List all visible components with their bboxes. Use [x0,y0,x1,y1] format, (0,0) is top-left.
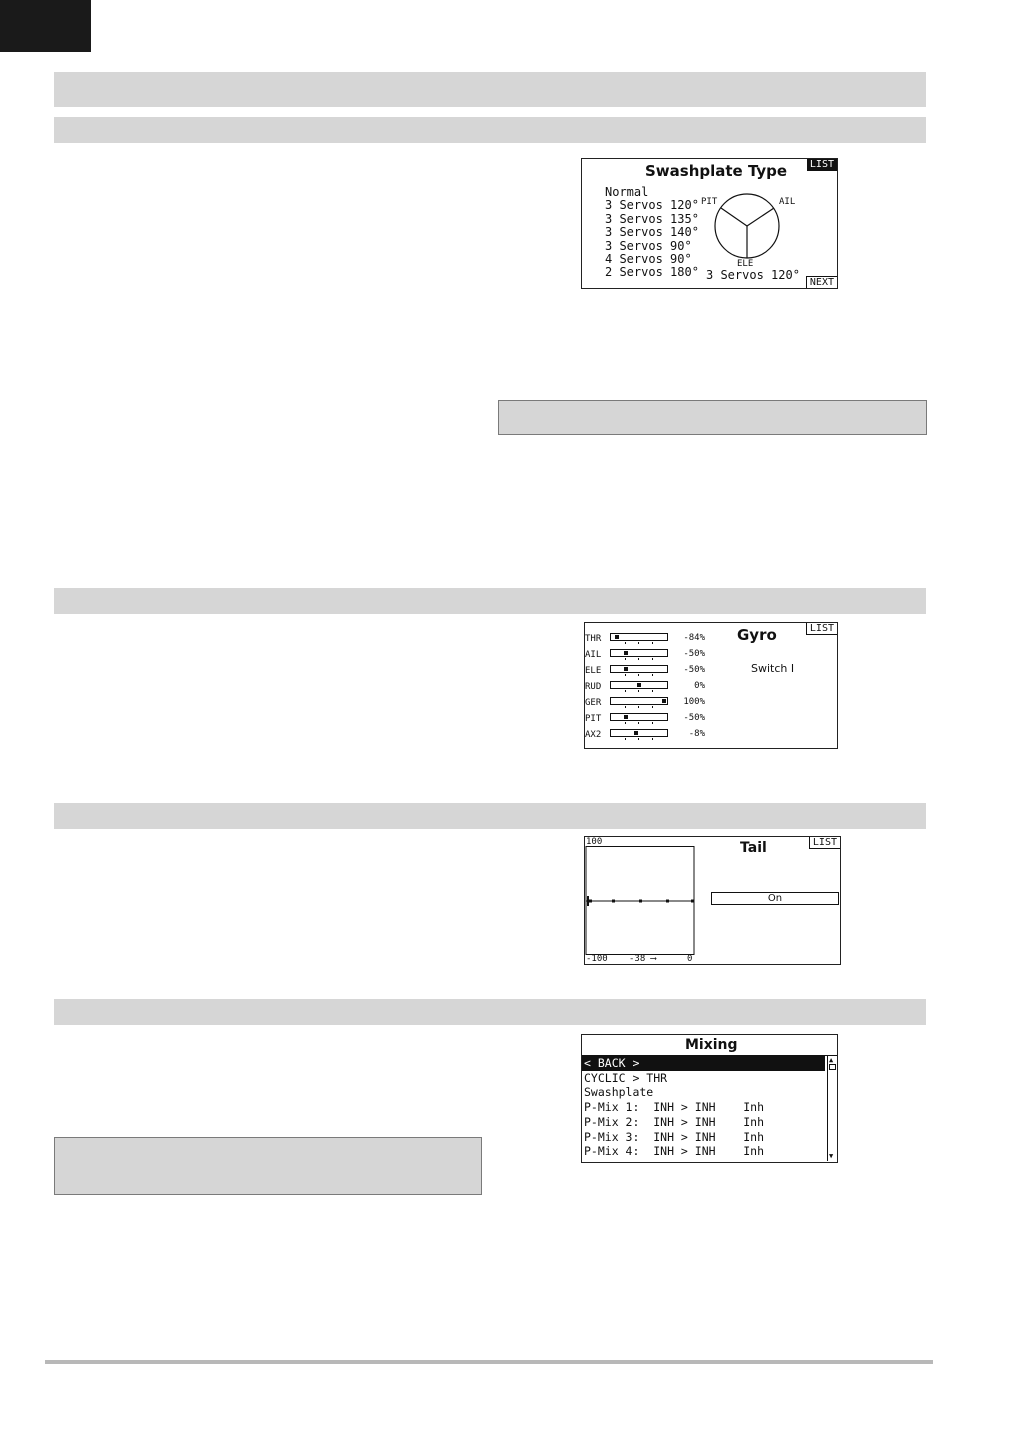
gyro-bar-indicator [634,731,638,735]
gyro-bar-tick [625,706,626,708]
list-button[interactable]: LIST [807,159,837,171]
note-box-swashplate [498,400,927,435]
ele-label: ELE [737,259,754,269]
gyro-channel-value: 100% [683,697,705,707]
gyro-channel-label: AX2 [585,730,602,740]
gyro-bar-tick [625,722,626,724]
section-bar-swashplate [54,117,926,143]
gyro-channel-row[interactable] [585,630,725,644]
section-bar-tail [54,803,926,829]
next-button[interactable]: NEXT [806,276,838,289]
swashplate-type-screen [581,158,838,289]
swashplate-option-list [605,186,699,280]
scroll-up-icon[interactable]: ▲ [829,1056,834,1064]
gyro-bar-tick [652,706,653,708]
mixing-list-item[interactable]: P-Mix 4: INH > INH Inh [584,1144,765,1159]
mixing-list-item[interactable]: P-Mix 1: INH > INH Inh [584,1100,765,1115]
page-corner-tab [0,0,91,52]
swashplate-option[interactable]: 3 Servos 120° [605,198,699,213]
gyro-bar-tick [652,674,653,676]
gyro-bar-indicator [624,667,628,671]
gyro-bar-indicator [624,715,628,719]
screen-title: Gyro [737,626,777,644]
swashplate-option[interactable]: 2 Servos 180° [605,265,699,280]
gyro-channel-list [585,630,725,745]
mixing-list-item[interactable]: P-Mix 3: INH > INH Inh [584,1129,765,1144]
mixing-list-item[interactable]: < BACK > [582,1056,825,1071]
gyro-bar-tick [638,690,639,692]
swashplate-diagram [712,191,782,261]
list-button[interactable]: LIST [806,622,838,635]
swashplate-option[interactable]: 4 Servos 90° [605,252,692,267]
gyro-channel-row[interactable] [585,710,725,724]
gyro-channel-row[interactable] [585,678,725,692]
gyro-channel-bar [610,729,668,737]
gyro-channel-value: -84% [683,633,705,643]
gyro-channel-label: AIL [585,650,602,660]
screen-title: Swashplate Type [645,162,788,180]
gyro-bar-tick [625,690,626,692]
tail-status-field[interactable]: On [711,892,839,905]
gyro-bar-tick [638,738,639,740]
gyro-bar-indicator [662,699,666,703]
gyro-bar-tick [625,674,626,676]
gyro-bar-tick [652,738,653,740]
gyro-channel-label: GER [585,698,602,708]
gyro-channel-value: -8% [688,729,705,739]
gyro-channel-value: -50% [683,649,705,659]
tail-x-left-label: -100 [586,954,608,964]
footer-rule [45,1360,933,1364]
mixing-list [582,1056,825,1160]
section-bar-gyro [54,588,926,614]
mixing-list-item[interactable]: Swashplate [584,1085,654,1100]
gyro-bar-indicator [615,635,619,639]
selected-swashplate: 3 Servos 120° [706,268,800,282]
gyro-channel-label: RUD [585,682,602,692]
screen-title: Mixing [685,1037,738,1053]
note-box-mixing [54,1137,482,1195]
gyro-channel-row[interactable] [585,694,725,708]
gyro-bar-tick [638,706,639,708]
gyro-bar-indicator [624,651,628,655]
gyro-bar-tick [625,738,626,740]
gyro-bar-tick [638,658,639,660]
gyro-screen [584,622,838,749]
tail-y-top-label: 100 [586,837,603,847]
swashplate-option[interactable]: Normal [605,185,649,199]
gyro-bar-indicator [637,683,641,687]
mixing-screen [581,1034,838,1163]
gyro-switch-label: Switch I [751,662,795,675]
gyro-bar-tick [652,642,653,644]
gyro-bar-tick [625,642,626,644]
gyro-bar-tick [638,674,639,676]
gyro-channel-label: THR [585,634,602,644]
gyro-bar-tick [638,642,639,644]
gyro-bar-tick [652,722,653,724]
screen-title: Tail [740,840,767,856]
list-button[interactable]: LIST [809,836,841,849]
scroll-thumb[interactable] [829,1064,836,1070]
tail-x-right-label: 0 [687,954,693,964]
gyro-channel-value: -50% [683,665,705,675]
gyro-channel-row[interactable] [585,726,725,740]
gyro-channel-bar [610,633,668,641]
gyro-channel-row[interactable] [585,646,725,660]
gyro-channel-label: PIT [585,714,602,724]
swashplate-option[interactable]: 3 Servos 140° [605,225,699,240]
gyro-bar-tick [652,658,653,660]
tail-screen [584,836,841,965]
ail-label: AIL [779,197,796,207]
scroll-down-icon[interactable]: ▼ [829,1152,834,1160]
gyro-bar-tick [638,722,639,724]
page-header-bar [54,72,926,107]
gyro-channel-bar [610,649,668,657]
gyro-channel-value: 0% [694,681,705,691]
tail-x-center-label: -38 ⟶ [629,954,657,964]
pit-label: PIT [701,197,718,207]
gyro-channel-label: ELE [585,666,602,676]
section-bar-mixing [54,999,926,1025]
gyro-channel-bar [610,665,668,673]
mixing-list-item[interactable]: P-Mix 2: INH > INH Inh [584,1114,765,1129]
gyro-channel-row[interactable] [585,662,725,676]
gyro-channel-bar [610,713,668,721]
gyro-bar-tick [625,658,626,660]
gyro-channel-value: -50% [683,713,705,723]
tail-curve-graph [585,846,695,956]
mixing-scrollbar[interactable] [827,1056,837,1161]
gyro-channel-bar [610,681,668,689]
gyro-channel-bar [610,697,668,705]
gyro-bar-tick [652,690,653,692]
mixing-list-item[interactable]: CYCLIC > THR [584,1070,668,1085]
swashplate-option[interactable]: 3 Servos 90° [605,238,692,253]
swashplate-option[interactable]: 3 Servos 135° [605,211,699,226]
